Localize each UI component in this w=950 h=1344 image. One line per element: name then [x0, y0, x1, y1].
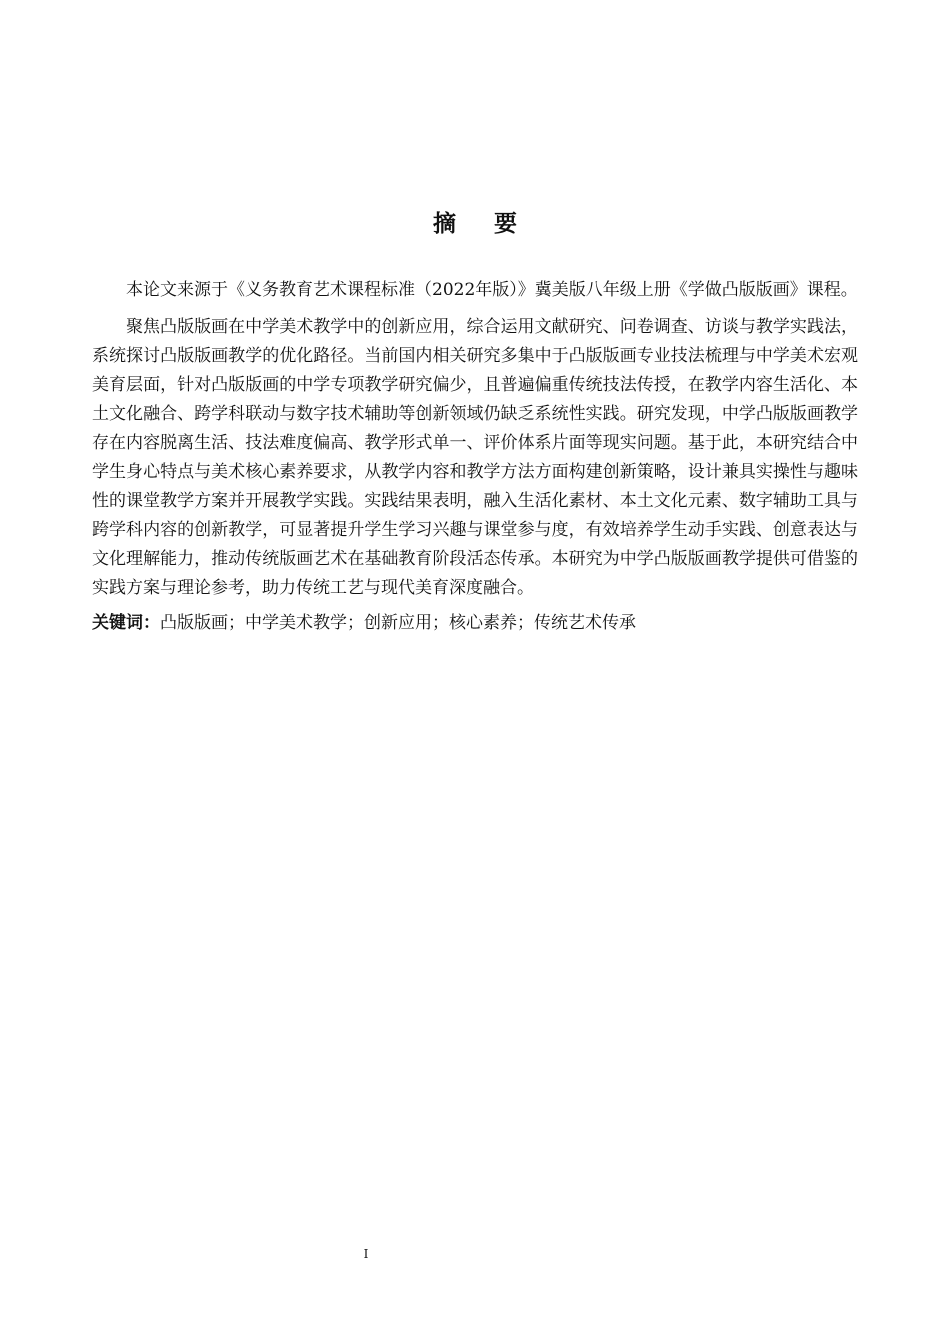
abstract-paragraph-1: 本论文来源于《义务教育艺术课程标准（2022年版）》冀美版八年级上册《学做凸版版画》课程。: [126, 280, 858, 300]
abstract-title: 摘要: [433, 211, 555, 237]
page-number: I: [363, 1247, 369, 1261]
keywords-list: 凸版版画；中学美术教学；创新应用；核心素养；传统艺术传承: [160, 613, 636, 633]
abstract-body: [92, 276, 858, 638]
keywords-line: [92, 609, 858, 638]
abstract-paragraph-2: 聚焦凸版版画在中学美术教学中的创新应用，综合运用文献研究、问卷调查、访谈与教学实践法，系统探讨凸版版画教学的优化路径。当前国内相关研究多集中于凸版版画专业技法梳理与中学美术宏观美育层面，针对凸版版画的中学专项教学研究偏少，且普遍偏重传统技法传授，在教学内容生活化、本土文化融合、跨学科联动与数字技术辅助等创新领域仍缺乏系统性实践。研究发现，中学凸版版画教学存在内容脱离生活、技法难度偏高、教学形式单一、评价体系片面等现实问题。基于此，本研究结合中学生身心特点与美术核心素养要求，从教学内容和教学方法方面构建创新策略，设计兼具实操性与趣味性的课堂教学方案并开展教学实践。实践结果表明，融入生活化素材、本土文化元素、数字辅助工具与跨学科内容的创新教学，可显著提升学生学习兴趣与课堂参与度，有效培养学生动手实践、创意表达与文化理解能力，推动传统版画艺术在基础教育阶段活态传承。本研究为中学凸版版画教学提供可借鉴的实践方案与理论参考，助力传统工艺与现代美育深度融合。: [92, 317, 858, 598]
keywords-label: 关键词：: [92, 613, 160, 633]
